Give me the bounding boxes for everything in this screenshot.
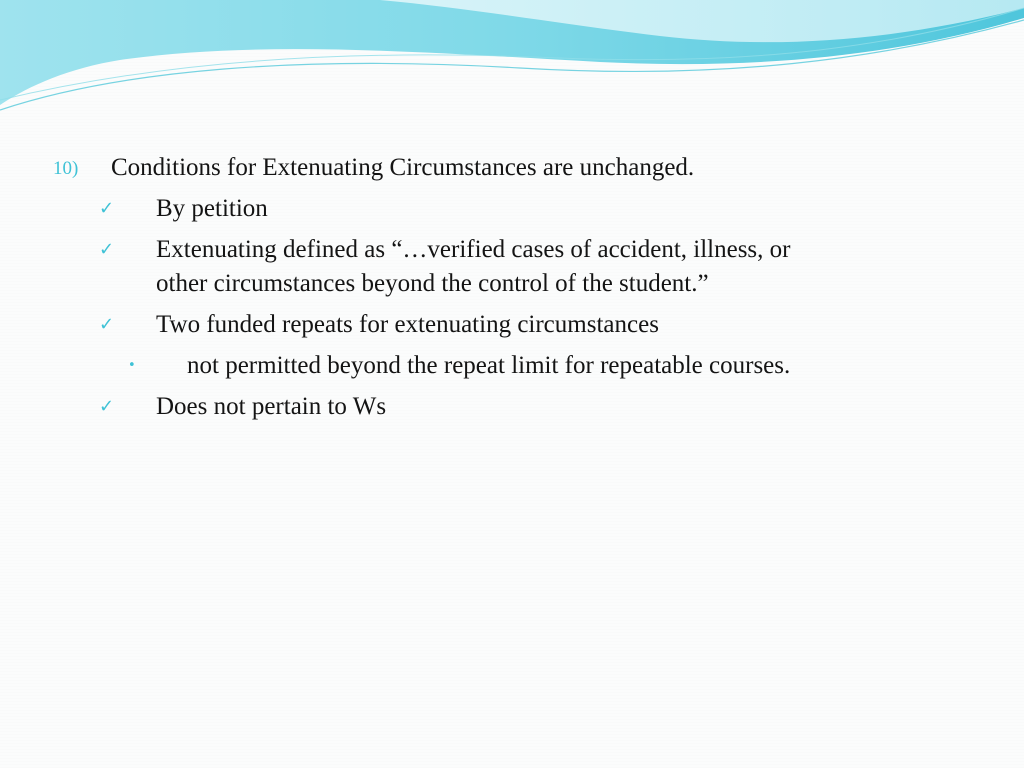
numbered-list-marker: 10) [53,158,79,179]
checkmark-icon: ✓ [99,396,115,417]
checkmark-icon: ✓ [99,314,115,335]
sub-item-text: By petition [156,195,268,222]
nested-item-text: not permitted beyond the repeat limit for repeatable courses. [187,352,791,379]
checkmark-icon: ✓ [99,239,115,260]
bullet-dot-icon: • [128,358,136,373]
checkmark-icon: ✓ [99,198,115,219]
sub-item-text: Two funded repeats for extenuating circumstances [156,311,659,338]
sub-item-text: Extenuating defined as “…verified cases of accident, illness, or [156,236,791,263]
main-item-text: Conditions for Extenuating Circumstances are unchanged. [111,154,695,181]
sub-item-text-continued: other circumstances beyond the control of the student.” [156,270,709,297]
sub-item-text: Does not pertain to Ws [156,393,387,420]
